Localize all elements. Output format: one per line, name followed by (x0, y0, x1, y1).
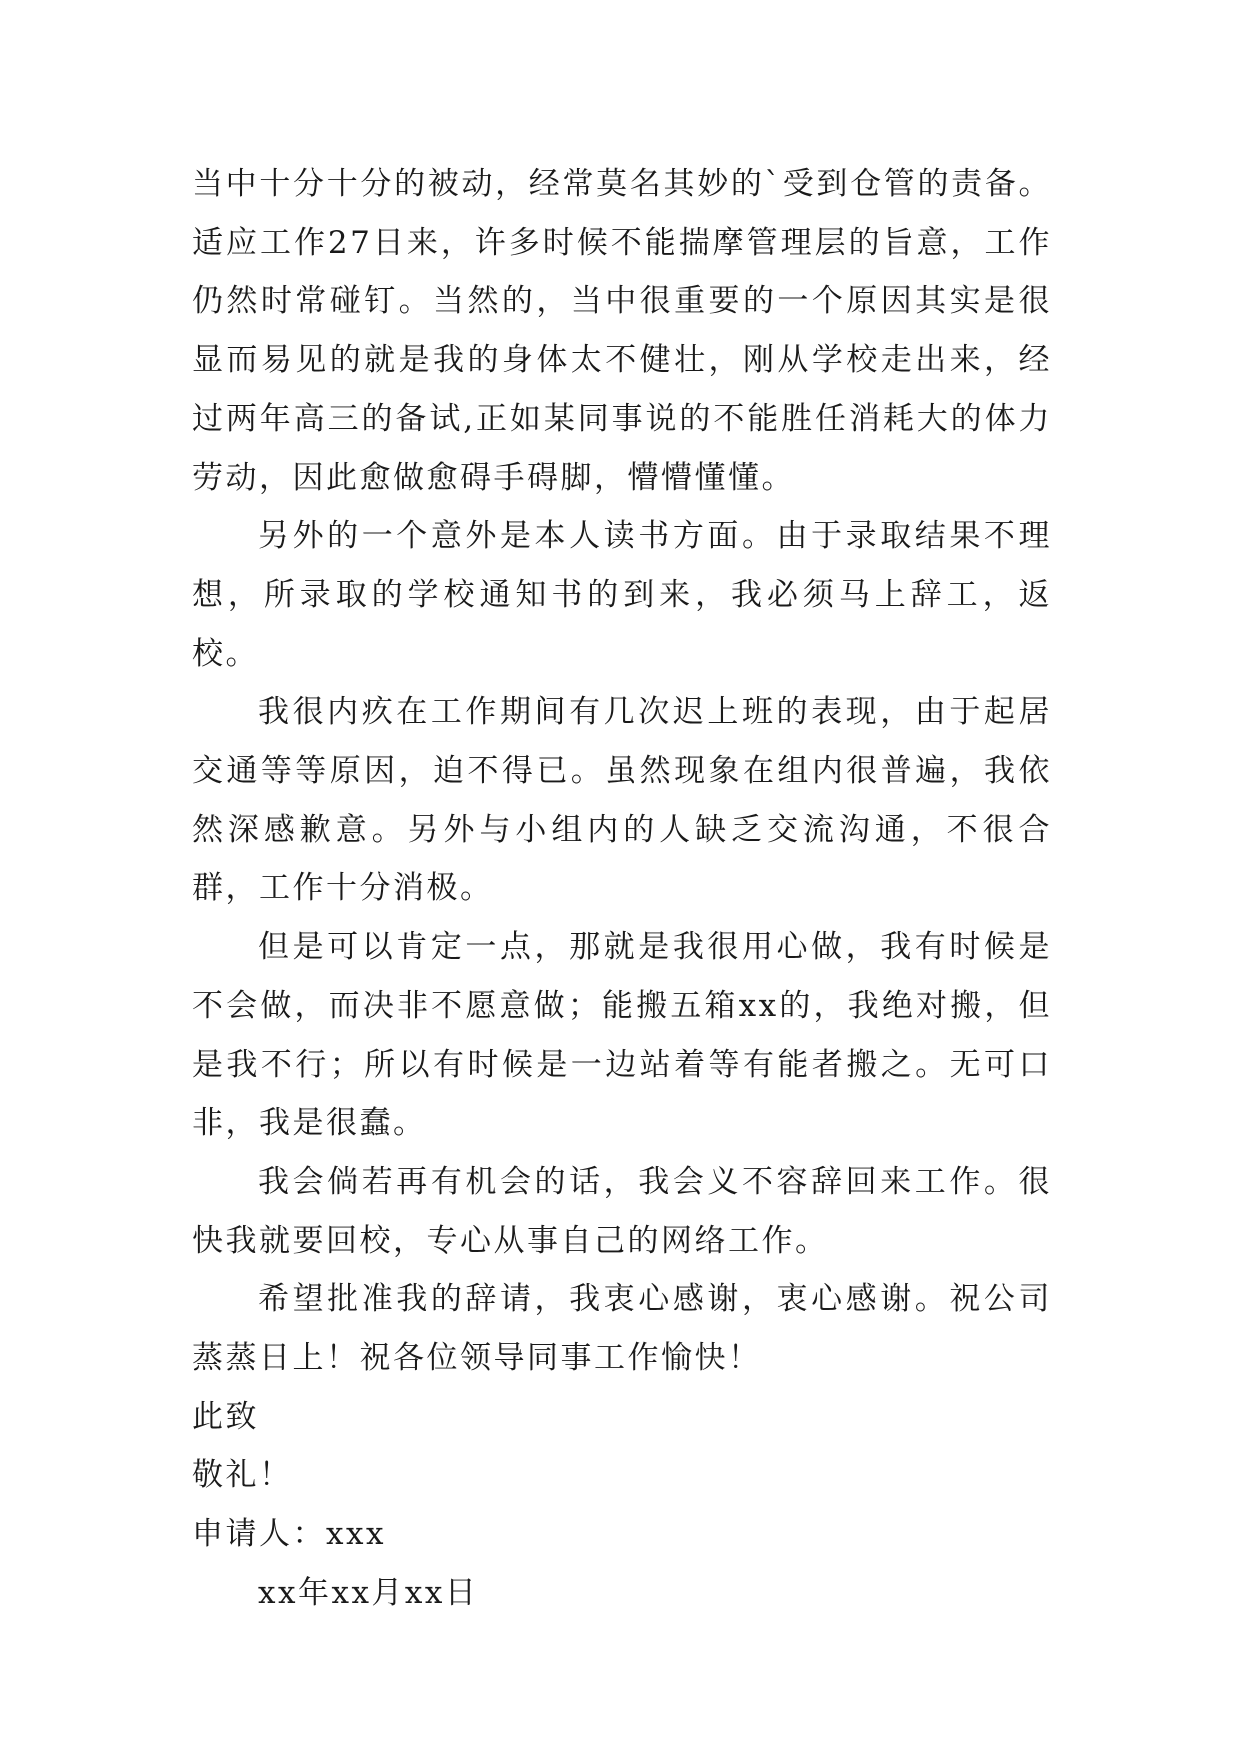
paragraph-apology: 我很内疚在工作期间有几次迟上班的表现，由于起居交通等等原因，迫不得已。虽然现象在组内很普遍，我依然深感歉意。另外与小组内的人缺乏交流沟通，不很合群，工作十分消极。 (192, 694, 1052, 907)
paragraph-effort: 但是可以肯定一点，那就是我很用心做，我有时候是不会做，而决非不愿意做；能搬五箱xx的，我绝对搬，但是我不行；所以有时候是一边站着等有能者搬之。无可口非，我是很蠢。 (192, 929, 1052, 1142)
closing-salutation-1: 此致 (192, 1398, 259, 1435)
paragraph-return: 我会倘若再有机会的话，我会义不容辞回来工作。很快我就要回校，专心从事自己的网络工作。 (192, 1163, 1052, 1259)
paragraph-continuation: 当中十分十分的被动，经常莫名其妙的`受到仓管的责备。适应工作27日来，许多时候不能揣摩管理层的旨意，工作仍然时常碰钉。当然的，当中很重要的一个原因其实是很显而易见的就是我的身体太不健壮，刚从学校走出来，经过两年高三的备试,正如某同事说的不能胜任消耗大的体力劳动，因此愈做愈碍手碍脚，懵懵懂懂。 (192, 166, 1052, 496)
paragraph-study-reason: 另外的一个意外是本人读书方面。由于录取结果不理想，所录取的学校通知书的到来，我必须马上辞工，返校。 (192, 518, 1052, 672)
letter-body (192, 155, 1052, 1623)
letter-date: xx年xx月xx日 (258, 1574, 479, 1611)
applicant-signature: 申请人：xxx (192, 1516, 386, 1553)
paragraph-wishes: 希望批准我的辞请，我衷心感谢，衷心感谢。祝公司蒸蒸日上！祝各位领导同事工作愉快！ (192, 1281, 1052, 1377)
closing-salutation-2: 敬礼！ (192, 1457, 293, 1494)
